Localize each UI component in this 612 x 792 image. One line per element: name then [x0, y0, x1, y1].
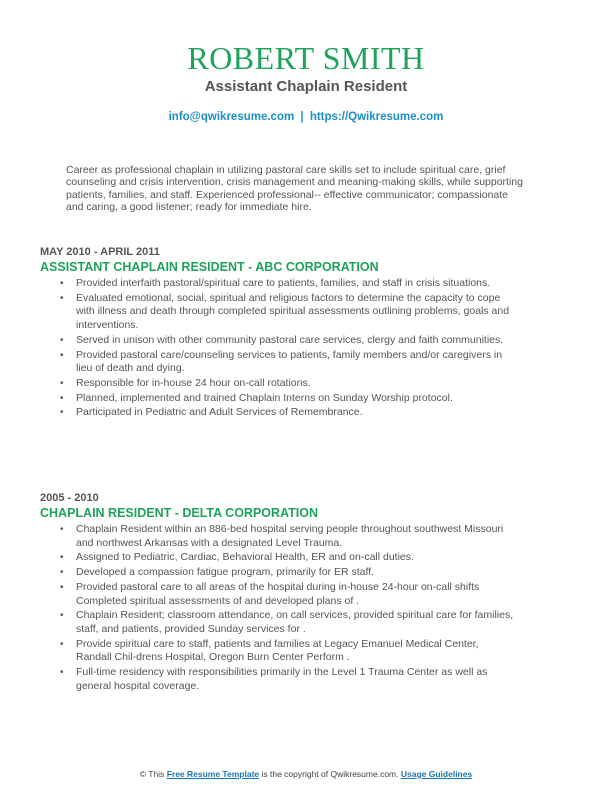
list-item-text: Chaplain Resident; classroom attendance, on call services, provided spiritual care for families, staff, and patients, provided Sunday services for .: [76, 609, 514, 635]
bullet-icon: •: [60, 278, 64, 289]
list-item: [40, 277, 516, 291]
list-item-text: Chaplain Resident within an 886-bed hospital serving people throughout southwest Missouri and northwest Arkansas with a designated Level Trauma.: [76, 523, 504, 549]
list-item: [40, 566, 516, 580]
list-item-text: Provide spiritual care to staff, patients and families at Legacy Emanuel Medical Center, Randall Chil-drens Hospital, Oregon Burn Center Perform .: [76, 637, 479, 664]
bullet-icon: •: [60, 667, 64, 679]
bullet-icon: •: [60, 524, 64, 535]
contact-line: [0, 111, 612, 123]
bullet-icon: •: [60, 407, 64, 419]
list-item-text: Planned, implemented and trained Chaplain Interns on Sunday Worship protocol.: [76, 391, 453, 404]
list-item-text: Provided pastoral care/counseling services to patients, family members and/or caregivers in lieu of death and dying.: [76, 348, 503, 375]
job-bullets: [40, 277, 560, 420]
list-item-text: Assigned to Pediatric, Cardiac, Behavioral Health, ER and on-call duties.: [76, 551, 414, 564]
list-item: [40, 334, 516, 348]
job-bullets: [40, 523, 560, 693]
website-link[interactable]: https://Qwikresume.com: [309, 111, 444, 123]
job-title: ASSISTANT CHAPLAIN RESIDENT - ABC CORPORATION: [40, 260, 379, 274]
list-item-text: Participated in Pediatric and Adult Services of Remembrance.: [76, 406, 363, 419]
list-item-text: Evaluated emotional, social, spiritual and religious factors to determine the capacity to cope with illness and death through completed spiritual assessments outlining problems, goals and interventions.: [76, 291, 510, 332]
job-section-1: [40, 246, 560, 421]
candidate-name: ROBERT SMITH: [187, 40, 425, 76]
job-dates: MAY 2010 - APRIL 2011: [40, 246, 160, 258]
list-item-text: Responsible for in-house 24 hour on-call rotations.: [76, 376, 311, 389]
list-item-text: Provided interfaith pastoral/spiritual care to patients, families, and staff in crisis situations.: [76, 277, 491, 289]
job-title: CHAPLAIN RESIDENT - DELTA CORPORATION: [40, 506, 319, 520]
bullet-icon: •: [60, 334, 64, 346]
bullet-icon: •: [60, 292, 64, 304]
candidate-title: Assistant Chaplain Resident: [204, 78, 408, 95]
job-dates: 2005 - 2010: [40, 492, 99, 504]
list-item: [40, 609, 516, 636]
footer-prefix: © This: [139, 769, 165, 779]
list-item: [40, 406, 516, 420]
list-item-text: Served in unison with other community pastoral care services, clergy and faith communities.: [76, 333, 504, 346]
bullet-icon: •: [60, 349, 64, 361]
list-item-text: Full-time residency with responsibilities primarily in the Level 1 Trauma Center as well as general hospital coverage.: [76, 666, 488, 692]
list-item-text: Developed a compassion fatigue program, primarily for ER staff.: [76, 566, 375, 579]
bullet-icon: •: [60, 552, 64, 564]
list-item: [40, 292, 516, 333]
bullet-icon: •: [60, 581, 64, 593]
list-item: [40, 581, 516, 608]
bullet-icon: •: [60, 610, 64, 622]
email-link[interactable]: info@qwikresume.com: [168, 111, 295, 123]
list-item: [40, 666, 516, 693]
list-item: [40, 638, 516, 665]
footer: [0, 769, 612, 779]
usage-guidelines-link[interactable]: Usage Guidelines: [400, 769, 473, 779]
list-item-text: Provided pastoral care to all areas of the hospital during in-house 24-hour on-call shifts Completed spiritual assessments of and developed plans of .: [76, 580, 480, 607]
contact-separator: |: [300, 111, 304, 123]
summary-paragraph: Career as professional chaplain in utilizing pastoral care skills set to include spiritual care, grief counseling and crisis intervention, crisis management and meaning-making skills, while supporting patients, families, and staff. Experienced professional-- effective communicator; compassionate and caring, a good listener; ready for immediate hire.: [66, 164, 523, 214]
list-item: [40, 377, 516, 391]
bullet-icon: •: [60, 377, 64, 389]
list-item: [40, 392, 516, 406]
list-item: [40, 551, 516, 565]
list-item: [40, 523, 516, 550]
job-section-2: [40, 492, 560, 694]
bullet-icon: •: [60, 567, 64, 579]
bullet-icon: •: [60, 392, 64, 404]
footer-copyright-text: is the copyright of Qwikresume.com.: [261, 769, 399, 779]
list-item: [40, 349, 516, 376]
free-resume-template-link[interactable]: Free Resume Template: [166, 769, 260, 779]
bullet-icon: •: [60, 638, 64, 650]
